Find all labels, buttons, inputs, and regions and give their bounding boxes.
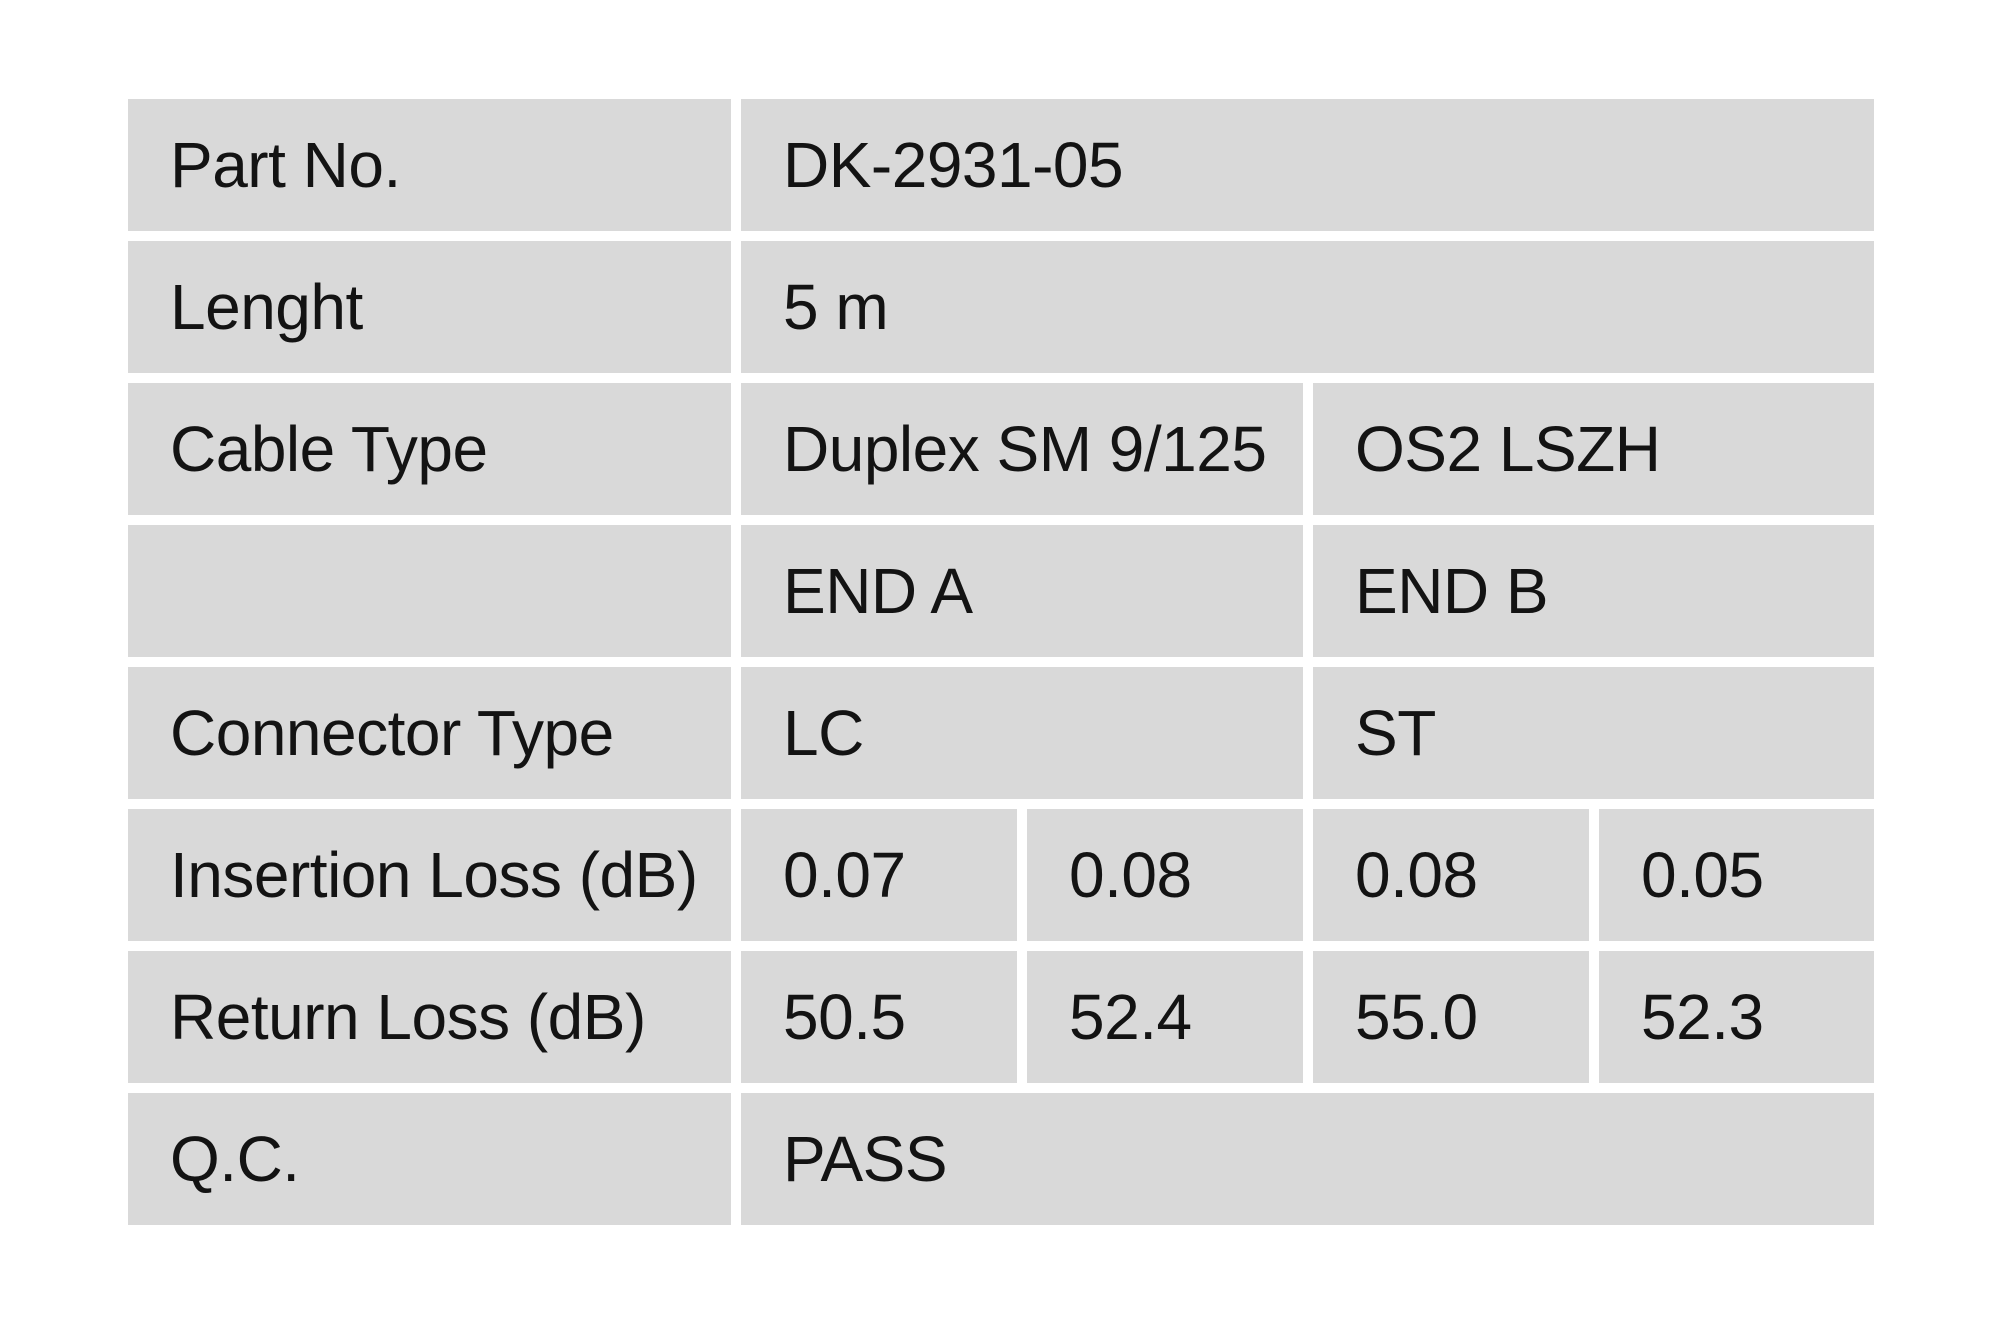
value-cell-length-0: 5 m <box>741 241 1874 373</box>
table-row-insertion-loss <box>128 809 1874 941</box>
value-cell-qc-0: PASS <box>741 1093 1874 1225</box>
row-label-part-no: Part No. <box>128 99 731 231</box>
value-cell-connector-type-0: LC <box>741 667 1303 799</box>
row-label-end-header <box>128 525 731 657</box>
value-cell-end-header-0: END A <box>741 525 1303 657</box>
value-cell-insertion-loss-0: 0.07 <box>741 809 1017 941</box>
table-row-cable-type <box>128 383 1874 515</box>
table-row-length <box>128 241 1874 373</box>
table-row-connector-type <box>128 667 1874 799</box>
value-cell-insertion-loss-1: 0.08 <box>1027 809 1303 941</box>
value-cell-insertion-loss-2: 0.08 <box>1313 809 1589 941</box>
value-cell-cable-type-0: Duplex SM 9/125 <box>741 383 1303 515</box>
value-cell-return-loss-3: 52.3 <box>1599 951 1874 1083</box>
table-row-qc <box>128 1093 1874 1225</box>
row-label-qc: Q.C. <box>128 1093 731 1225</box>
value-cell-insertion-loss-3: 0.05 <box>1599 809 1874 941</box>
table-row-return-loss <box>128 951 1874 1083</box>
row-label-length: Lenght <box>128 241 731 373</box>
spec-table <box>128 99 1874 1225</box>
value-cell-return-loss-2: 55.0 <box>1313 951 1589 1083</box>
value-cell-cable-type-1: OS2 LSZH <box>1313 383 1874 515</box>
row-label-return-loss: Return Loss (dB) <box>128 951 731 1083</box>
row-label-insertion-loss: Insertion Loss (dB) <box>128 809 731 941</box>
row-label-connector-type: Connector Type <box>128 667 731 799</box>
value-cell-return-loss-1: 52.4 <box>1027 951 1303 1083</box>
row-label-cable-type: Cable Type <box>128 383 731 515</box>
value-cell-part-no-0: DK-2931-05 <box>741 99 1874 231</box>
value-cell-return-loss-0: 50.5 <box>741 951 1017 1083</box>
table-row-end-header <box>128 525 1874 657</box>
value-cell-connector-type-1: ST <box>1313 667 1874 799</box>
value-cell-end-header-1: END B <box>1313 525 1874 657</box>
table-row-part-no <box>128 99 1874 231</box>
